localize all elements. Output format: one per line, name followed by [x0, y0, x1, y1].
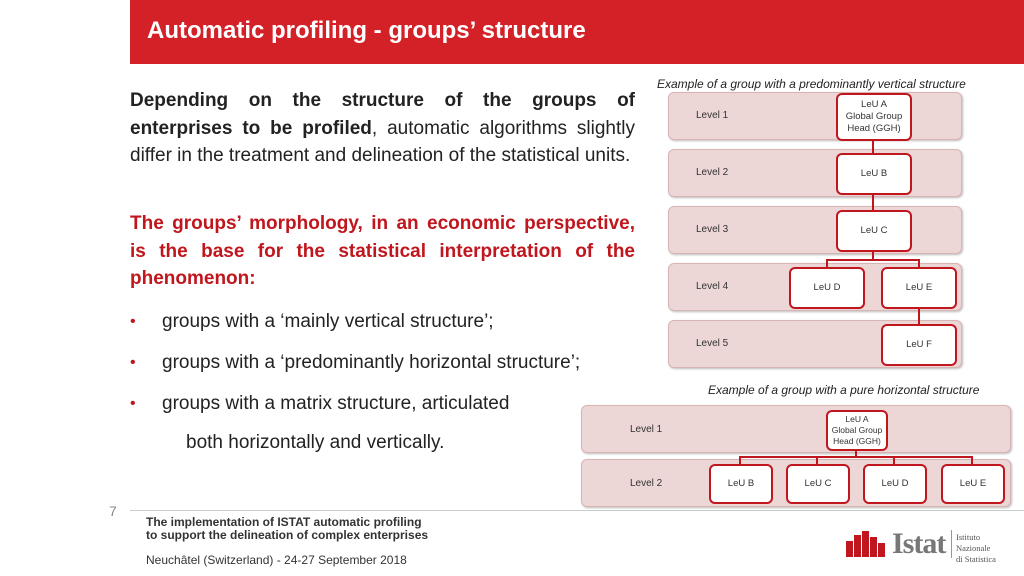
bullet-continuation: both horizontally and vertically. — [186, 432, 445, 453]
bullet-text: groups with a matrix structure, articulated — [162, 393, 510, 414]
connector — [739, 456, 973, 458]
unit-box-b: LeU B — [709, 464, 773, 504]
connector — [918, 259, 920, 267]
logo-subtitle-line1: Istituto Nazionale — [956, 532, 991, 553]
intro-rest: , automatic algorithms slightly differ in the treatment and delineation of the statistical units. — [130, 117, 635, 166]
highlight-paragraph: The groups’ morphology, in an economic perspective, is the base for the statistical interpretation of the phenomenon: — [130, 213, 635, 289]
page-number: 7 — [109, 503, 117, 519]
footer-title — [146, 516, 428, 542]
footer-event: Neuchâtel (Switzerland) - 24-27 September 2018 — [146, 553, 407, 567]
connector — [826, 259, 828, 267]
logo-separator — [951, 530, 952, 558]
unit-box-f: LeU F — [881, 324, 957, 366]
logo-subtitle-line2: di Statistica — [956, 554, 996, 564]
bullet-text: groups with a ‘mainly vertical structure’; — [162, 311, 494, 332]
level-label: Level 5 — [696, 338, 729, 349]
unit-box-e: LeU E — [881, 267, 957, 309]
connector — [872, 193, 874, 210]
level-band — [668, 92, 962, 140]
bullet-icon: • — [130, 313, 136, 330]
level-label: Level 2 — [630, 478, 663, 489]
logo-subtitle — [956, 532, 1006, 565]
level-label: Level 3 — [696, 224, 729, 235]
logo-word: Istat — [892, 527, 946, 560]
unit-box-d: LeU D — [863, 464, 927, 504]
intro-bold: Depending on the structure of the groups of enterprises to be profiled — [130, 90, 635, 139]
istat-logo — [846, 527, 1006, 564]
unit-box-d: LeU D — [789, 267, 865, 309]
page-title: Automatic profiling - groups’ structure — [147, 17, 586, 44]
unit-box-a: LeU A Global Group Head (GGH) — [836, 93, 912, 141]
bullet-icon: • — [130, 395, 136, 412]
level-label: Level 1 — [696, 110, 729, 121]
level-band — [581, 405, 1011, 453]
intro-paragraph — [130, 87, 635, 170]
footer-title-line1: The implementation of ISTAT automatic profiling — [146, 515, 422, 529]
unit-box-b: LeU B — [836, 153, 912, 195]
level-band — [668, 149, 962, 197]
footer-divider — [130, 510, 1024, 511]
level-band — [668, 206, 962, 254]
horizontal-diagram-caption: Example of a group with a pure horizontal structure — [708, 383, 980, 397]
level-label: Level 2 — [696, 167, 729, 178]
istat-logo-icon — [846, 527, 890, 557]
connector — [893, 456, 895, 464]
bullet-text: groups with a ‘predominantly horizontal structure’; — [162, 352, 581, 373]
bullet-icon: • — [130, 354, 136, 371]
level-label: Level 4 — [696, 281, 729, 292]
footer-title-line2: to support the delineation of complex enterprises — [146, 528, 429, 542]
title-bar — [130, 0, 1024, 64]
connector — [826, 259, 920, 261]
unit-box-e: LeU E — [941, 464, 1005, 504]
vertical-diagram-caption: Example of a group with a predominantly vertical structure — [657, 77, 966, 91]
unit-box-c: LeU C — [786, 464, 850, 504]
unit-box-a: LeU A Global Group Head (GGH) — [826, 410, 888, 451]
connector — [739, 456, 741, 464]
unit-box-c: LeU C — [836, 210, 912, 252]
level-label: Level 1 — [630, 424, 663, 435]
connector — [971, 456, 973, 464]
connector — [918, 307, 920, 324]
connector — [816, 456, 818, 464]
